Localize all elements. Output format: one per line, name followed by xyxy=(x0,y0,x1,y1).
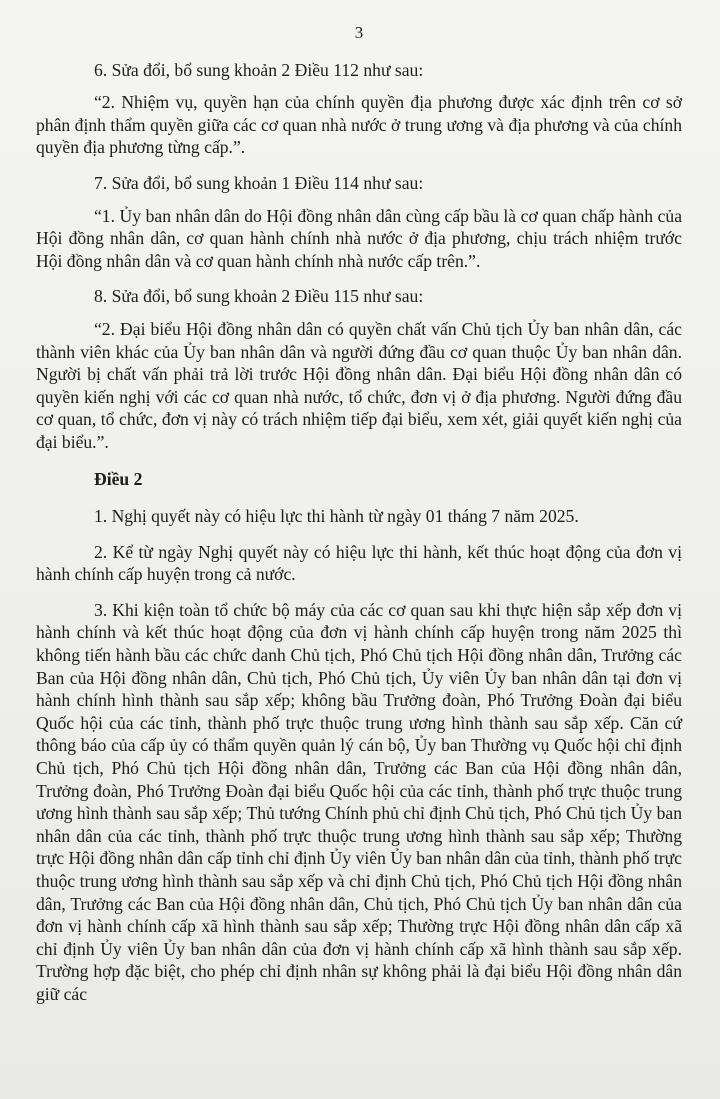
amendment-7-text: “1. Ủy ban nhân dân do Hội đồng nhân dân cùng cấp bầu là cơ quan chấp hành của Hội đồng nhân dân, cơ quan hành chính nhà nước ở địa phương, chịu trách nhiệm trước Hội đồng nhân dân và cơ quan hành chính nhà nước cấp trên.”. xyxy=(36,205,682,271)
amendment-6-intro: 6. Sửa đổi, bổ sung khoản 2 Điều 112 như sau: xyxy=(94,59,424,80)
amendment-8-intro: 8. Sửa đổi, bổ sung khoản 2 Điều 115 như sau: xyxy=(94,286,424,307)
amendment-6-text: “2. Nhiệm vụ, quyền hạn của chính quyền địa phương được xác định trên cơ sở phân định thẩm quyền giữa các cơ quan nhà nước ở trung ương và địa phương và của chính quyền địa phương từng cấp.”. xyxy=(36,92,682,158)
page-number: 3 xyxy=(354,23,364,42)
amendment-8-text: “2. Đại biểu Hội đồng nhân dân có quyền chất vấn Chủ tịch Ủy ban nhân dân, các thành viên khác của Ủy ban nhân dân và người đứng đầu cơ quan thuộc Ủy ban nhân dân. Người bị chất vấn phải trả lời trước Hội đồng nhân dân. Đại biểu Hội đồng nhân dân có quyền kiến nghị với các cơ quan nhà nước, tổ chức, đơn vị ở địa phương. Người đứng đầu cơ quan, tổ chức, đơn vị này có trách nhiệm tiếp đại biểu, xem xét, giải quyết kiến nghị của đại biểu.”. xyxy=(36,318,682,452)
amendment-7-intro: 7. Sửa đổi, bổ sung khoản 1 Điều 114 như sau: xyxy=(94,172,424,193)
article-2-clause-1: 1. Nghị quyết này có hiệu lực thi hành từ ngày 01 tháng 7 năm 2025. xyxy=(94,506,579,527)
article-2-clause-3: 3. Khi kiện toàn tổ chức bộ máy của các cơ quan sau khi thực hiện sắp xếp đơn vị hành chính và kết thúc hoạt động của đơn vị hành chính cấp huyện trong năm 2025 thì không tiến hành bầu các chức danh Chủ tịch, Phó Chủ tịch Hội đồng nhân dân, Trưởng các Ban của Hội đồng nhân dân, Chủ tịch, Phó Chủ tịch, Ủy viên Ủy ban nhân dân tại đơn vị hành chính hình thành sau sắp xếp; không bầu Trưởng đoàn, Phó Trưởng Đoàn đại biểu Quốc hội của các tỉnh, thành phố trực thuộc trung ương hình thành sau sắp xếp. Căn cứ thông báo của cấp ủy có thẩm quyền quản lý cán bộ, Ủy ban Thường vụ Quốc hội chỉ định Chủ tịch, Phó Chủ tịch Hội đồng nhân dân, Trưởng các Ban của Hội đồng nhân dân, Trưởng đoàn, Phó Trưởng Đoàn đại biểu Quốc hội của các tỉnh, thành phố trực thuộc trung ương hình thành sau sắp xếp; Thủ tướng Chính phủ chỉ định Chủ tịch, Phó Chủ tịch Ủy ban nhân dân của các tỉnh, thành phố trực thuộc trung ương hình thành sau sắp xếp; Thường trực Hội đồng nhân dân cấp tỉnh chỉ định Ủy viên Ủy ban nhân dân của tỉnh, thành phố trực thuộc trung ương hình thành sau sắp xếp và chỉ định Chủ tịch, Phó Chủ tịch Hội đồng nhân dân, Trưởng các Ban của Hội đồng nhân dân, Chủ tịch, Phó Chủ tịch Ủy ban nhân dân của đơn vị hành chính cấp xã hình thành sau sắp xếp; Thường trực Hội đồng nhân dân cấp xã chỉ định Ủy viên Ủy ban nhân dân của đơn vị hành chính cấp xã hình thành sau sắp xếp. Trường hợp đặc biệt, cho phép chỉ định nhân sự không phải là đại biểu Hội đồng nhân dân giữ các xyxy=(36,599,682,1004)
article-2-heading: Điều 2 xyxy=(94,468,143,489)
article-2-clause-2: 2. Kể từ ngày Nghị quyết này có hiệu lực thi hành, kết thúc hoạt động của đơn vị hành chính cấp huyện trong cả nước. xyxy=(36,541,682,585)
